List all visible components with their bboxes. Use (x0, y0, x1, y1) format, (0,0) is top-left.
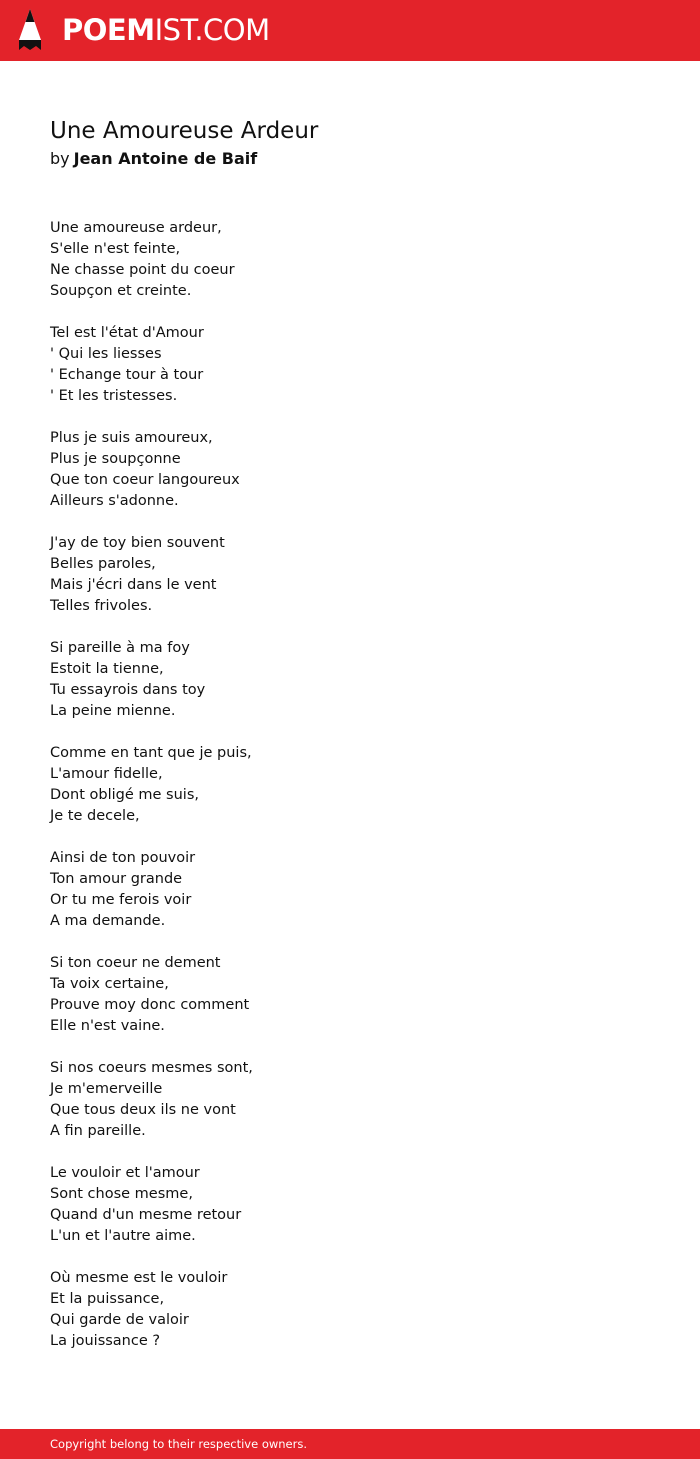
poem-line: La peine mienne. (50, 703, 176, 719)
by-label: by (50, 149, 70, 168)
poem-line: A fin pareille. (50, 1123, 146, 1139)
poem-line: Tel est l'état d'Amour (50, 325, 204, 341)
poem-line: Que ton coeur langoureux (50, 472, 240, 488)
poem-line: Soupçon et creinte. (50, 283, 192, 299)
stanza (50, 743, 650, 827)
poem-line: Dont obligé me suis, (50, 787, 199, 803)
poem-line: La jouissance ? (50, 1333, 161, 1349)
poem-line: Mais j'écri dans le vent (50, 577, 217, 593)
poem-line: ' Qui les liesses (50, 346, 162, 362)
poem-line: Tu essayrois dans toy (50, 682, 206, 698)
stanza (50, 848, 650, 932)
poem-line: Et la puissance, (50, 1291, 165, 1307)
poem-line: Qui garde de valoir (50, 1312, 189, 1328)
brand-light-text: IST.COM (154, 13, 270, 47)
poem-line: Où mesme est le vouloir (50, 1270, 228, 1286)
poem-line: ' Echange tour à tour (50, 367, 204, 383)
poem-body (50, 218, 650, 1373)
poem-line: Si pareille à ma foy (50, 640, 190, 656)
poem-line: A ma demande. (50, 913, 166, 929)
poem-line: Ailleurs s'adonne. (50, 493, 179, 509)
author-link[interactable]: Jean Antoine de Baif (73, 149, 258, 168)
stanza (50, 533, 650, 617)
poem-line: Plus je soupçonne (50, 451, 181, 467)
poem-line: Quand d'un mesme retour (50, 1207, 242, 1223)
site-logo-link[interactable] (62, 12, 270, 48)
poem-line: J'ay de toy bien souvent (50, 535, 225, 551)
brand-bold-text: POEM (62, 13, 155, 47)
poem-line: Telles frivoles. (50, 598, 153, 614)
poem-line: Estoit la tienne, (50, 661, 164, 677)
poem-line: Je m'emerveille (50, 1081, 163, 1097)
poem-line: Ne chasse point du coeur (50, 262, 235, 278)
poem-line: Le vouloir et l'amour (50, 1165, 200, 1181)
poem-title: Une Amoureuse Ardeur (50, 118, 319, 144)
poem-line: Ainsi de ton pouvoir (50, 850, 196, 866)
poem-line: L'un et l'autre aime. (50, 1228, 196, 1244)
poem-line: Or tu me ferois voir (50, 892, 192, 908)
poem-line: Si ton coeur ne dement (50, 955, 221, 971)
stanza (50, 1268, 650, 1352)
poem-line: Plus je suis amoureux, (50, 430, 213, 446)
poem-line: Prouve moy donc comment (50, 997, 250, 1013)
poem-line: Sont chose mesme, (50, 1186, 193, 1202)
site-footer (0, 1429, 700, 1459)
poem-line: Ton amour grande (50, 871, 183, 887)
stanza (50, 323, 650, 407)
copyright-text: Copyright belong to their respective owners. (50, 1437, 308, 1451)
poem-line: Elle n'est vaine. (50, 1018, 165, 1034)
site-header (0, 0, 700, 61)
poem-line: Belles paroles, (50, 556, 156, 572)
stanza (50, 428, 650, 512)
poem-line: Que tous deux ils ne vont (50, 1102, 236, 1118)
stanza (50, 1163, 650, 1247)
poem-line: L'amour fidelle, (50, 766, 163, 782)
stanza (50, 638, 650, 722)
pencil-tip-icon[interactable] (16, 8, 44, 52)
poem-line: ' Et les tristesses. (50, 388, 178, 404)
poem-line: S'elle n'est feinte, (50, 241, 181, 257)
poem-line: Je te decele, (50, 808, 140, 824)
stanza (50, 953, 650, 1037)
poem-line: Ta voix certaine, (50, 976, 169, 992)
stanza (50, 218, 650, 302)
poem-line: Comme en tant que je puis, (50, 745, 252, 761)
poem-line: Une amoureuse ardeur, (50, 220, 222, 236)
poem-line: Si nos coeurs mesmes sont, (50, 1060, 253, 1076)
stanza (50, 1058, 650, 1142)
byline (50, 147, 257, 171)
